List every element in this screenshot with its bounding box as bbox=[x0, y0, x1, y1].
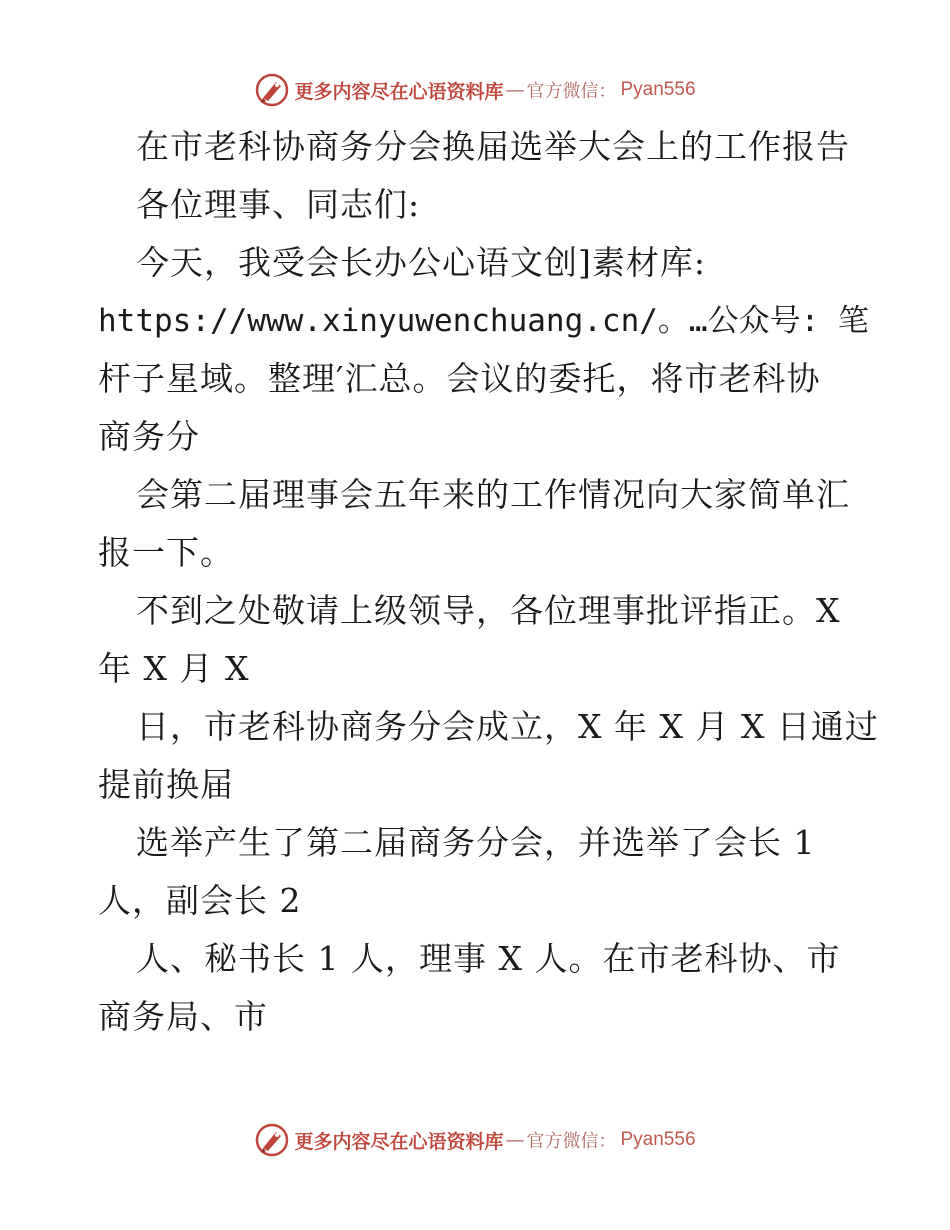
salutation-line: 各位理事、同志们: bbox=[136, 185, 421, 224]
text-line: 会第二届理事会五年来的工作情况向大家简单汇 bbox=[136, 475, 850, 514]
text-line: 不到之处敬请上级领导，各位理事批评指正。X bbox=[136, 591, 841, 630]
footer-watermark-banner bbox=[0, 1120, 950, 1160]
banner-main-text: 更多内容尽在心语资料库 bbox=[294, 1130, 504, 1153]
text-line: 年 X 月 X bbox=[98, 649, 250, 688]
text-line: 人、秘书长 1 人，理事 X 人。在市老科协、市 bbox=[136, 939, 841, 978]
banner-dash: — bbox=[505, 79, 525, 101]
header-watermark-banner bbox=[0, 70, 950, 110]
banner-wechat-label: 官方微信： bbox=[526, 81, 617, 102]
text-line: 选举产生了第二届商务分会，并选举了会长 1 bbox=[136, 823, 816, 862]
text-line: 提前换届 bbox=[98, 765, 234, 804]
url-line: https://www.xinyuwenchuang.cn/。…公众号: 笔 bbox=[98, 303, 869, 339]
text-line: 人，副会长 2 bbox=[98, 881, 302, 920]
pen-logo-icon bbox=[254, 72, 290, 108]
text-line: 商务分 bbox=[98, 417, 200, 456]
document-title: 在市老科协商务分会换届选举大会上的工作报告 bbox=[136, 127, 850, 166]
pen-logo-icon bbox=[254, 1122, 290, 1158]
banner-main-text: 更多内容尽在心语资料库 bbox=[294, 80, 504, 103]
banner-dash: — bbox=[505, 1129, 525, 1151]
text-line: 日，市老科协商务分会成立，X 年 X 月 X 日通过 bbox=[136, 707, 879, 746]
text-line: 杆子星域。整理′汇总。会议的委托，将市老科协 bbox=[98, 359, 821, 398]
banner-wechat-id: Pyan556 bbox=[620, 1129, 696, 1150]
document-body bbox=[98, 118, 879, 1046]
banner-wechat-label: 官方微信： bbox=[526, 1131, 617, 1152]
text-line: 今天，我受会长办公心语文创]素材库: bbox=[136, 243, 706, 282]
banner-wechat-id: Pyan556 bbox=[620, 79, 696, 100]
text-line: 报一下。 bbox=[98, 533, 234, 572]
text-line: 商务局、市 bbox=[98, 997, 268, 1036]
